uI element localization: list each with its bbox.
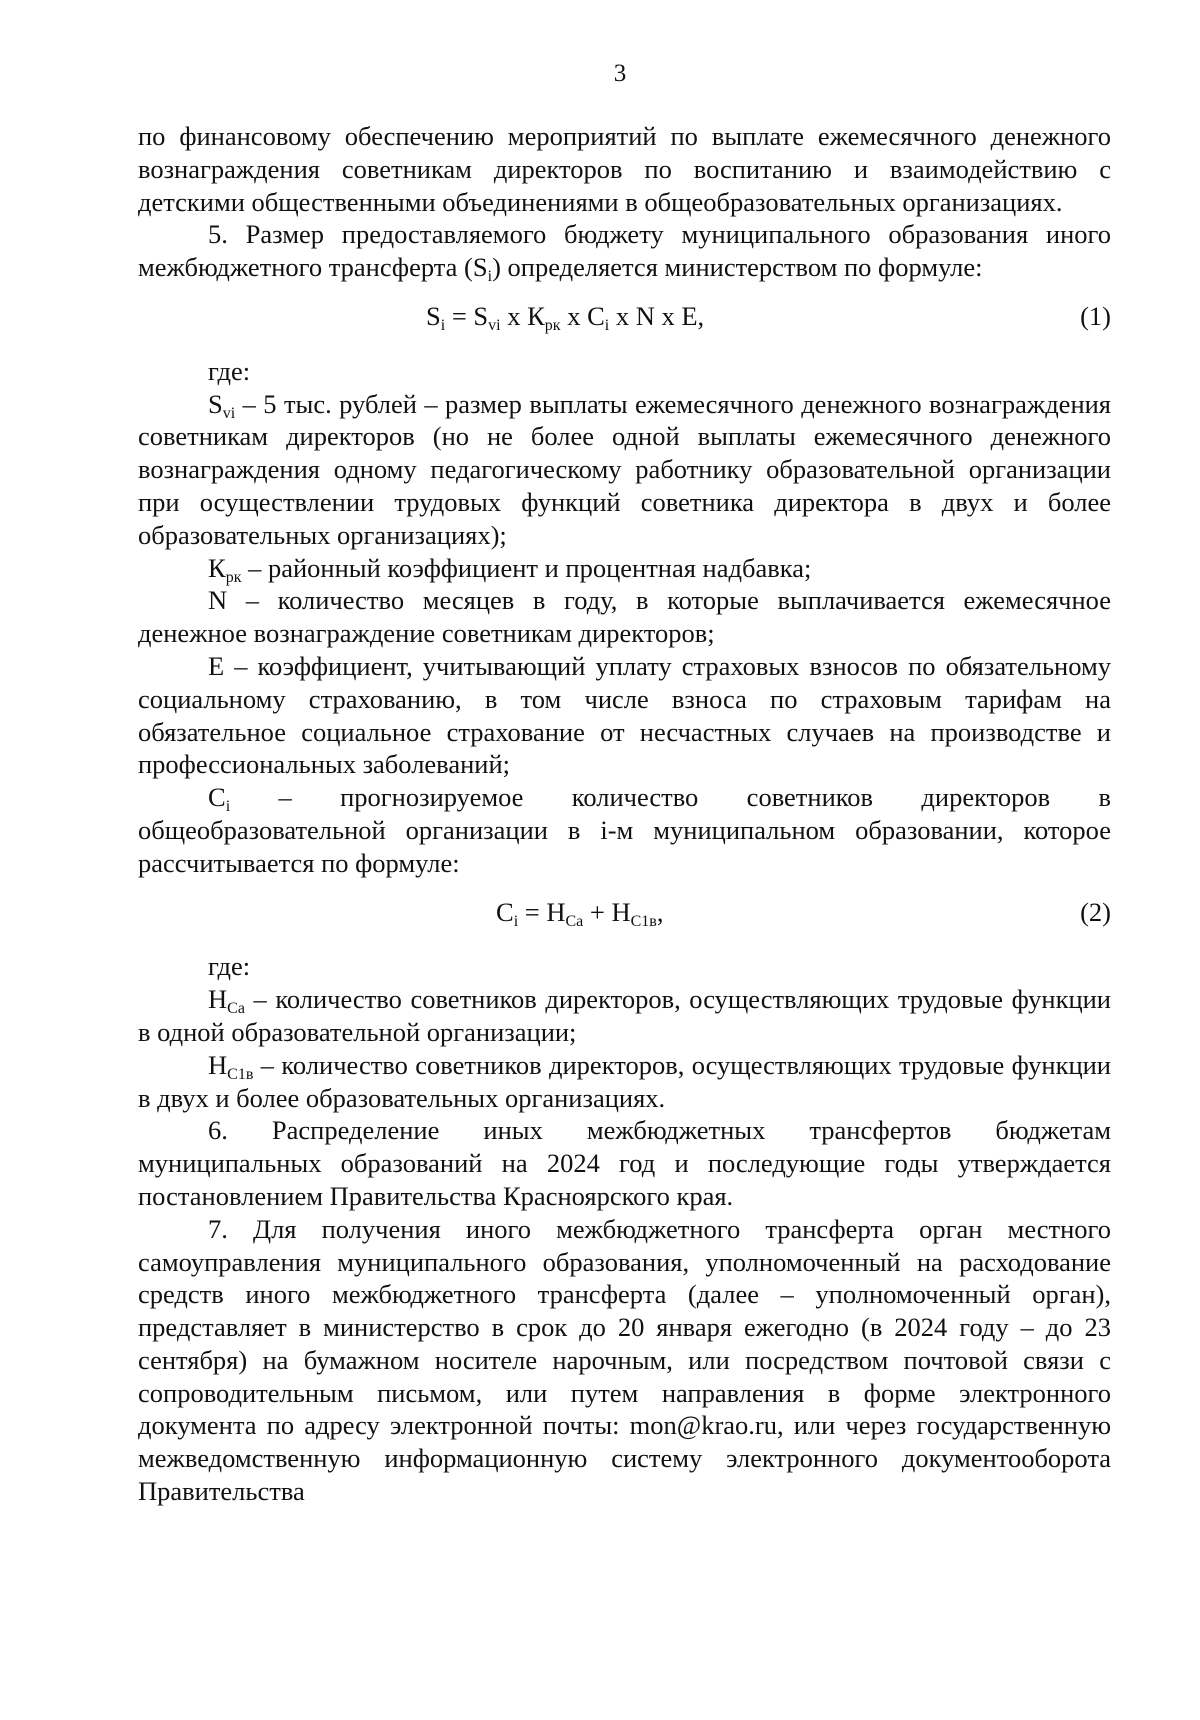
definition-n: N – количество месяцев в году, в которые выплачивается ежемесячное денежное вознаграждение советникам директоров; bbox=[138, 585, 1111, 649]
formula-2-number: (2) bbox=[1080, 896, 1111, 927]
formula-1-number: (1) bbox=[1080, 300, 1111, 331]
definition-svi: $S_{vi} - 5$ тыс. рублей – размер выплаты ежемесячного денежного вознаграждения советникам директоров (но не более одной выплаты ежемесячного денежного вознаграждения одному педагогическому работнику образовательной организации при осуществлении трудовых функций советника директора в двух и более образовательных организациях); bbox=[138, 388, 1111, 550]
formula-2 bbox=[138, 896, 1111, 929]
definition-ci: $C_i$ – прогнозируемое количество советников директоров в общеобразовательной организации в i-м муниципальном образовании, которое рассчитывается по формуле: bbox=[138, 782, 1111, 878]
formula-2-expression: $C_i = H_{Ca} + H_{C1в}$, bbox=[496, 896, 664, 930]
section-5-paragraph bbox=[138, 218, 1111, 284]
definition-e: E – коэффициент, учитывающий уплату страховых взносов по обязательному социальному страхованию, в том числе взноса по страховым тарифам на обязательное социальное страхование от несчастных случаев на производстве и профессиональных заболеваний; bbox=[138, 650, 1111, 780]
formula-1-expression: $S_i = S_{vi}$ x $К_{рк}$ x $C_i$ x N x E, bbox=[426, 300, 705, 334]
section-5-subscript: i bbox=[487, 268, 493, 286]
section-7-paragraph: 7. Для получения иного межбюджетного трансферта орган местного самоуправления муниципального образования, уполномоченный на расходование средств иного межбюджетного трансферта (далее – уполномоченный орган), представляет в министерство в срок до 20 января ежегодно (в 2024 году – до 23 сентября) на бумажном носителе нарочным, или посредством почтовой связи с сопроводительным письмом, или путем направления в форме электронного документа по адресу электронной почты: mon@krao.ru, или через государственную межведомственную информационную систему электронного документооборота Правительства bbox=[138, 1213, 1111, 1507]
definition-krk: $К_{рк}$ – районный коэффициент и процентная надбавка; bbox=[208, 552, 812, 586]
definition-hca: $H_{Ca}$ – количество советников директоров, осуществляющих трудовые функции в одной образовательной организации; bbox=[138, 984, 1111, 1047]
where-label-1: где: bbox=[208, 355, 251, 386]
definition-hc1v: $H_{C1в}$ – количество советников директоров, осуществляющих трудовые функции в двух и более образовательных организациях. bbox=[138, 1049, 1111, 1113]
where-label-2: где: bbox=[208, 951, 251, 982]
section-5-text-before: 5. Размер предоставляемого бюджету муниципального образования иного межбюджетного трансферта (S bbox=[138, 219, 1111, 283]
section-6-paragraph: 6. Распределение иных межбюджетных трансфертов бюджетам муниципальных образований на 2024 год и последующие годы утверждается постановлением Правительства Красноярского края. bbox=[138, 1115, 1111, 1211]
formula-1 bbox=[138, 300, 1111, 333]
page-number: 3 bbox=[613, 60, 627, 87]
document-body bbox=[138, 120, 1111, 1508]
section-5-text-after: ) определяется министерством по формуле: bbox=[492, 252, 983, 283]
intro-paragraph: по финансовому обеспечению мероприятий по выплате ежемесячного денежного вознаграждения советникам директоров по воспитанию и взаимодействию с детскими общественными объединениями в общеобразовательных организациях. bbox=[138, 121, 1111, 217]
email-address: mon@krao.ru bbox=[629, 1410, 777, 1441]
